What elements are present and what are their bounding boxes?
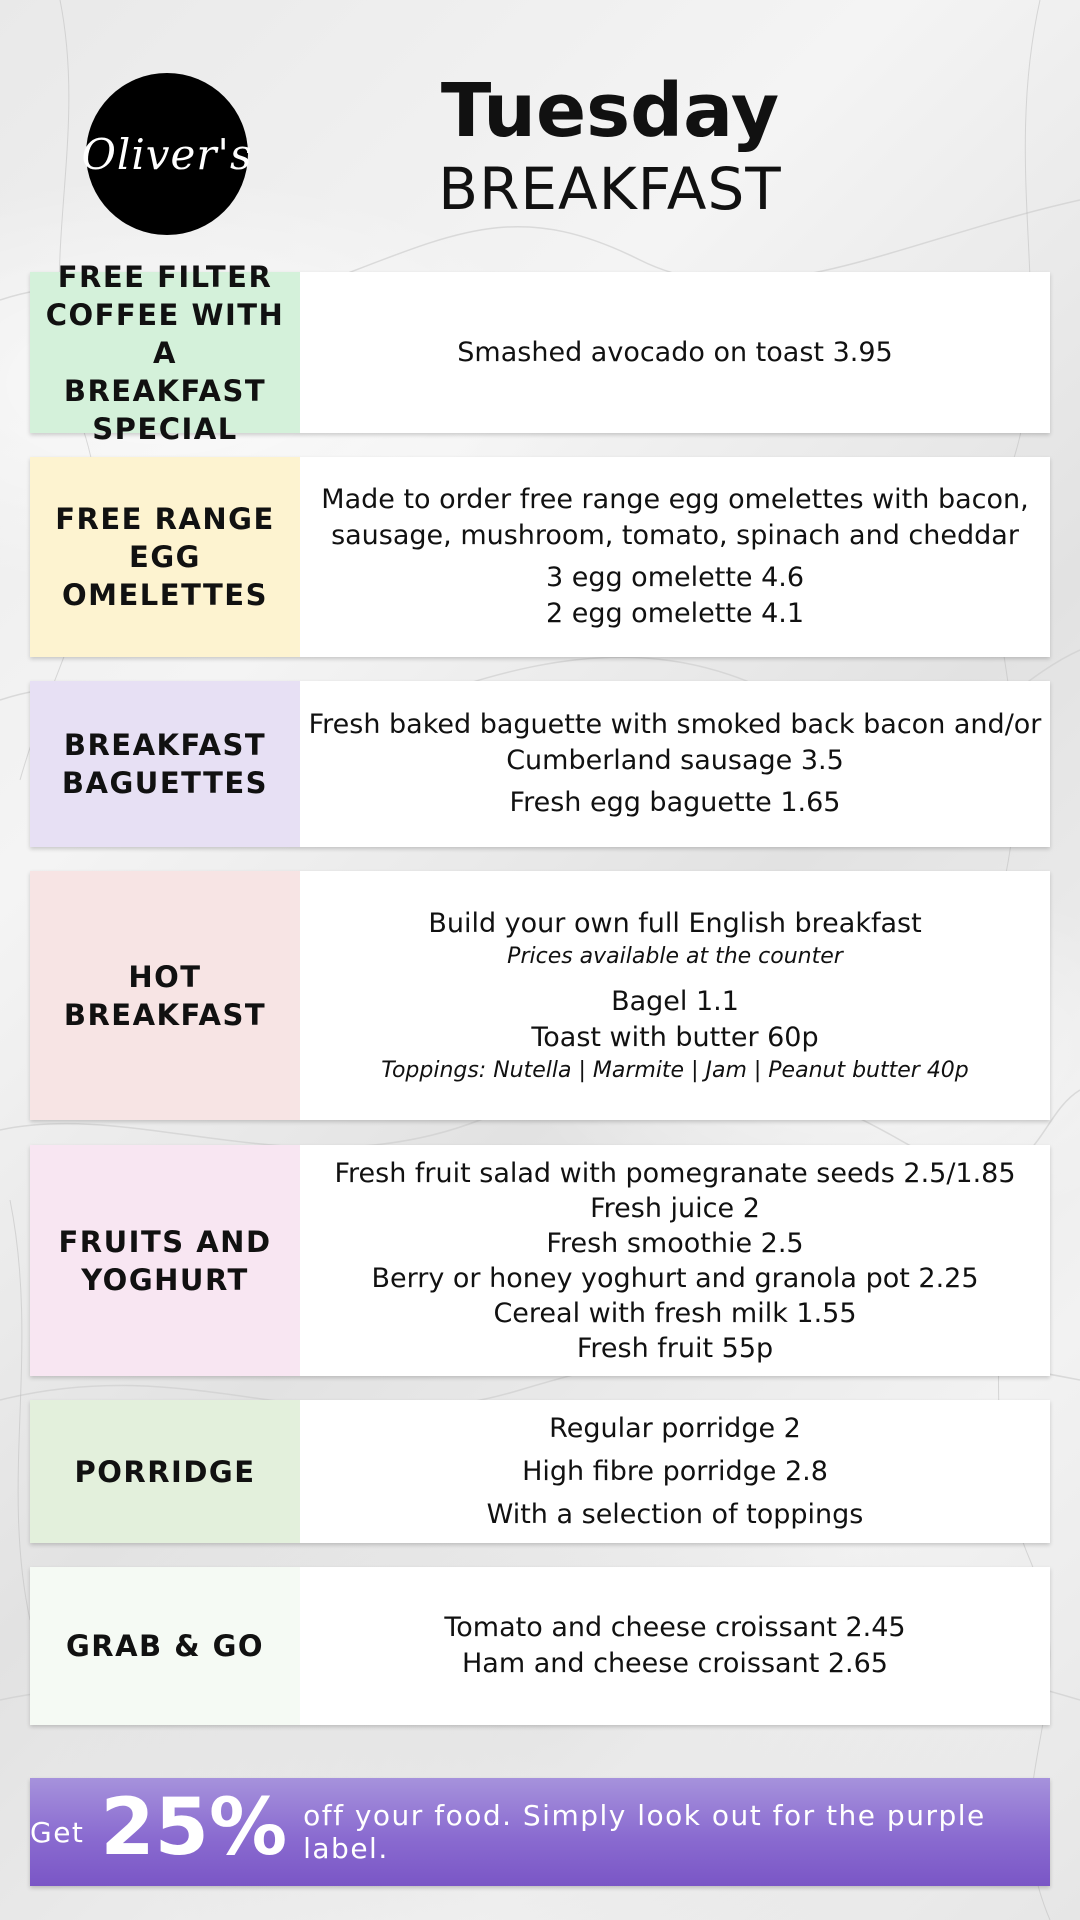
category-label	[30, 1145, 300, 1376]
category-label	[30, 457, 300, 657]
category-line: BREAKFAST	[63, 997, 267, 1032]
menu-item: Ham and cheese croissant 2.65	[461, 1648, 888, 1679]
category-line: HOT	[128, 959, 202, 994]
category-label	[30, 1567, 300, 1725]
menu-item: Fresh fruit 55p	[576, 1332, 774, 1364]
category-line: FREE RANGE	[55, 502, 275, 536]
menu-section-free-filter-coffee	[30, 259, 1050, 446]
category-line: EGG	[129, 540, 201, 574]
menu-item: Bagel 1.1	[611, 985, 739, 1017]
category-line: SPECIAL	[92, 411, 238, 446]
promo-banner	[30, 1778, 1050, 1886]
menu-item: Toast with butter 60p	[531, 1021, 819, 1053]
menu-item: Berry or honey yoghurt and granola pot 2.25	[371, 1262, 979, 1294]
promo-text: off your food. Simply look out for the purple label.	[303, 1799, 986, 1865]
category-line: BREAKFAST	[63, 373, 267, 408]
category-label	[30, 871, 300, 1120]
menu-note: Toppings: Nutella | Marmite | Jam | Peanut butter 40p	[381, 1057, 969, 1083]
menu-item: Smashed avocado on toast 3.95	[457, 336, 893, 368]
menu-item: 3 egg omelette 4.6	[545, 562, 805, 593]
menu-item: Cereal with fresh milk 1.55	[493, 1297, 857, 1329]
menu-item: 2 egg omelette 4.1	[545, 598, 805, 629]
menu-item-description: Made to order free range egg omelettes with bacon,	[321, 484, 1029, 515]
menu-section-grab-and-go	[30, 1567, 1050, 1725]
category-line: FRUITS AND	[58, 1224, 272, 1259]
category-label	[30, 1400, 300, 1543]
menu-item: Fresh fruit salad with pomegranate seeds 2.5/1.85	[334, 1157, 1016, 1189]
menu-item: Fresh smoothie 2.5	[546, 1227, 804, 1259]
menu-item: High fibre porridge 2.8	[522, 1456, 828, 1487]
menu-items	[300, 1400, 1050, 1543]
menu-note: Prices available at the counter	[507, 943, 843, 969]
menu-items	[300, 871, 1050, 1120]
menu-section-porridge	[30, 1400, 1050, 1543]
day-title: Tuesday	[440, 68, 780, 154]
menu-items	[300, 272, 1050, 433]
promo-prefix: Get	[30, 1815, 85, 1849]
category-label	[30, 259, 300, 446]
menu-item: Cumberland sausage 3.5	[506, 745, 844, 776]
category-line: OMELETTES	[61, 578, 269, 612]
menu-items	[300, 1567, 1050, 1725]
meal-title: BREAKFAST	[438, 155, 782, 223]
category-line: YOGHURT	[81, 1262, 249, 1297]
menu-item: Tomato and cheese croissant 2.45	[444, 1612, 906, 1643]
category-label	[30, 681, 300, 847]
logo	[81, 73, 253, 235]
menu-item: Fresh juice 2	[590, 1192, 760, 1224]
menu-section-hot-breakfast	[30, 871, 1050, 1120]
menu-item: Fresh baked baguette with smoked back bacon and/or	[308, 709, 1042, 740]
menu-section-omelettes	[30, 457, 1050, 657]
menu-items	[300, 457, 1050, 657]
menu-item: With a selection of toppings	[486, 1499, 864, 1530]
category-line: COFFEE WITH A	[45, 297, 285, 370]
category-line: FREE FILTER	[57, 259, 273, 294]
category-line: PORRIDGE	[74, 1454, 256, 1489]
menu-section-baguettes	[30, 681, 1050, 847]
logo-text: Oliver's	[81, 129, 253, 179]
promo-percent: 25%	[100, 1783, 288, 1873]
category-line: GRAB & GO	[65, 1629, 265, 1663]
category-line: BREAKFAST	[63, 728, 267, 762]
menu-section-fruits-yoghurt	[30, 1145, 1050, 1376]
menu-items	[300, 681, 1050, 847]
menu-items	[300, 1145, 1050, 1376]
menu-item: Fresh egg baguette 1.65	[509, 787, 841, 818]
menu-item-description: sausage, mushroom, tomato, spinach and cheddar	[331, 520, 1019, 551]
menu-item: Regular porridge 2	[549, 1413, 801, 1444]
category-line: BAGUETTES	[61, 766, 269, 800]
menu-item: Build your own full English breakfast	[428, 907, 922, 939]
